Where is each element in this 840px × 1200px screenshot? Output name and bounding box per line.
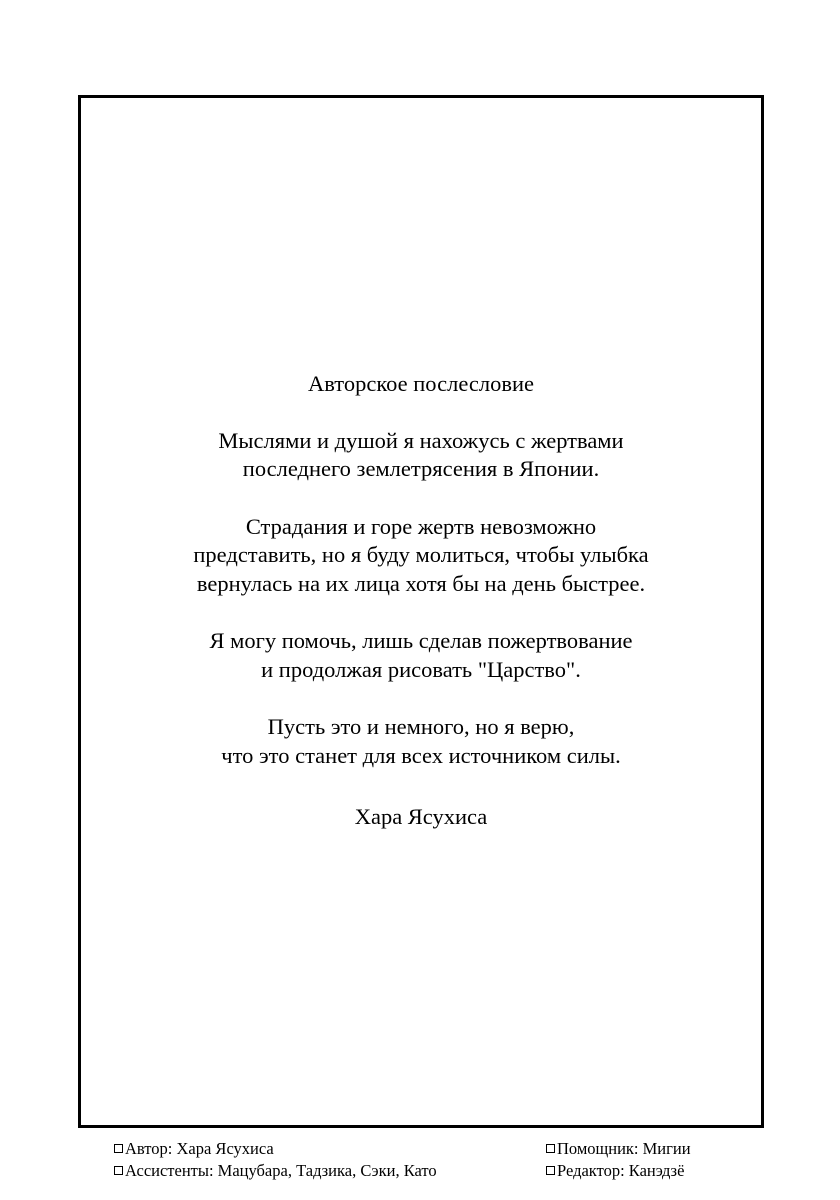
page-frame: [78, 95, 764, 1128]
text-line: последнего землетрясения в Японии.: [242, 456, 600, 481]
credit-author-text: Автор: Хара Ясухиса: [125, 1139, 274, 1158]
afterword-paragraph-4: [81, 713, 761, 770]
text-line: Пусть это и немного, но я верю,: [267, 714, 575, 739]
author-signature: Хара Ясухиса: [354, 804, 488, 829]
afterword-paragraph-1: [81, 427, 761, 484]
credit-editor-text: Редактор: Канэдзё: [557, 1161, 685, 1180]
afterword-paragraph-2: [81, 513, 761, 599]
text-line: Страдания и горе жертв невозможно: [245, 513, 597, 539]
square-bullet-icon: [546, 1144, 555, 1153]
credits-left-column: [114, 1138, 437, 1182]
text-line: Мыслями и душой я нахожусь с жертвами: [218, 427, 624, 453]
text-line: Я могу помочь, лишь сделав пожертвование: [209, 628, 633, 653]
credit-helper-text: Помощник: Мигии: [557, 1139, 691, 1158]
square-bullet-icon: [546, 1166, 555, 1175]
text-line: вернулась на их лица хотя бы на день быстрее.: [196, 570, 646, 596]
square-bullet-icon: [114, 1144, 123, 1153]
credit-author: [114, 1138, 437, 1160]
credits-right-column: [546, 1138, 691, 1182]
credit-helper: [546, 1138, 691, 1160]
afterword-title: Авторское послесловие: [308, 371, 534, 396]
afterword-paragraph-3: [81, 627, 761, 684]
credit-editor: [546, 1160, 691, 1182]
credit-assistants-text: Ассистенты: Мацубара, Тадзика, Сэки, Като: [125, 1161, 437, 1180]
text-line: что это станет для всех источником силы.: [221, 742, 621, 768]
text-line: и продолжая рисовать "Царство".: [261, 656, 581, 682]
square-bullet-icon: [114, 1166, 123, 1175]
afterword-text: [81, 370, 761, 832]
credit-assistants: [114, 1160, 437, 1182]
text-line: представить, но я буду молиться, чтобы улыбка: [193, 542, 649, 567]
